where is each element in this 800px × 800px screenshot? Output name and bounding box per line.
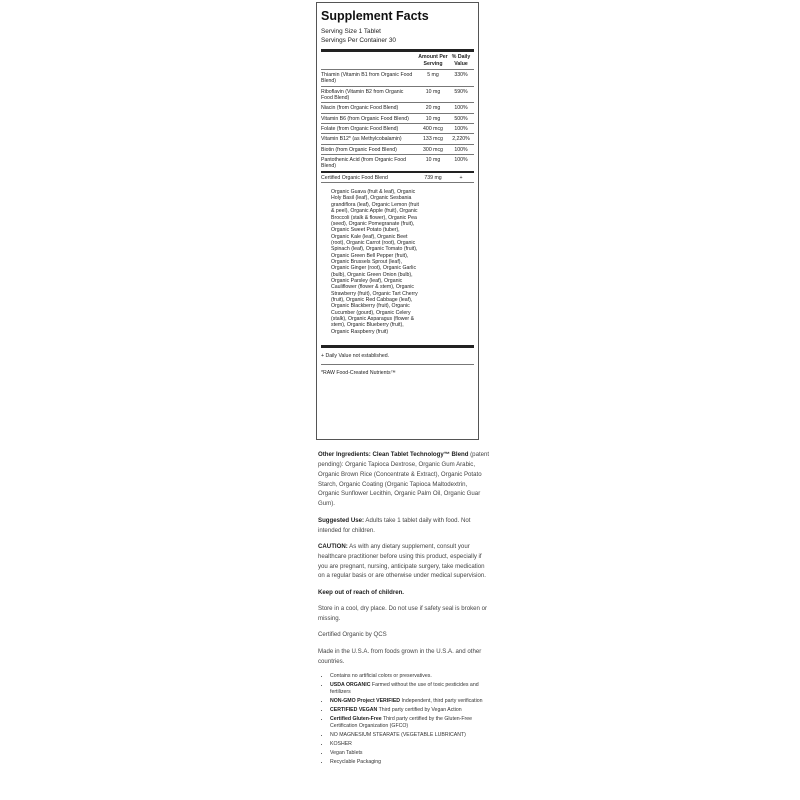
nutrient-row: [321, 134, 474, 144]
blend-row: [321, 173, 474, 183]
nutrient-name: Thiamin (Vitamin B1 from Organic Food Blend): [321, 72, 413, 85]
daily-value-header: % Daily Value: [451, 54, 471, 67]
nutrient-row: [321, 70, 474, 87]
nutrient-name: Folate (from Organic Food Blend): [321, 126, 399, 133]
daily-value-footnote: + Daily Value not established.: [321, 348, 474, 365]
nutrient-row: [321, 155, 474, 171]
blend-ingredients: Organic Guava (fruit & leaf), Organic Holy Basil (leaf), Organic Sesbania grandiflora (leaf), Organic Lemon (fruit & peel), Organic Apple (fruit), Organic Broccoli (stalk & flower), Organic Pea (seed), Organic Pomegranate (fruit), Organic Sweet Potato (tuber), Organic Kale (leaf), Organic Beet (root), Organic Carrot (root), Organic Spinach (leaf), Organic Tomato (fruit), Organic Green Bell Pepper (fruit), Organic Brussels Sprout (leaf), Organic Ginger (root), Organic Garlic (bulb), Organic Green Onion (bulb), Organic Parsley (leaf), Organic Cauliflower (flower & stem), Organic Strawberry (fruit), Organic Tart Cherry (fruit), Organic Red Cabbage (leaf), Organic Blackberry (fruit), Organic Cucumber (gourd), Organic Celery (stalk), Organic Asparagus (flower & stem), Organic Blueberry (fruit), Organic Raspberry (fruit): [331, 189, 419, 335]
origin-note: Made in the U.S.A. from foods grown in the U.S.A. and other countries.: [318, 647, 482, 665]
blend-amount: 739 mg: [424, 174, 442, 181]
nutrient-name: Vitamin B12* (as Methylcobalamin): [321, 136, 402, 143]
serving-size: Serving Size 1 Tablet: [321, 27, 381, 35]
feature-item: • Certified Gluten-Free Third party certified by the Gluten-Free Certification Organization (GFCO): [330, 716, 490, 730]
nutrient-dv: 2,220%: [452, 136, 470, 143]
nutrient-dv: 100%: [454, 146, 468, 153]
nutrient-row: [321, 103, 474, 113]
nutrient-row: [321, 145, 474, 155]
nutrient-amount: 5 mg: [427, 72, 439, 78]
feature-item: • USDA ORGANIC Farmed without the use of toxic pesticides and fertilizers: [330, 682, 490, 696]
facts-column-header: [321, 52, 474, 70]
nutrient-row: [321, 114, 474, 124]
feature-item: • CERTIFIED VEGAN Third party certified by Vegan Action: [330, 707, 490, 714]
supplement-facts-panel: [316, 2, 479, 440]
nutrient-dv: 500%: [454, 115, 468, 122]
nutrient-amount: 10 mg: [425, 115, 441, 122]
facts-title: Supplement Facts: [321, 9, 429, 23]
nutrient-name: Vitamin B6 (from Organic Food Blend): [321, 115, 409, 122]
feature-item: • NO MAGNESIUM STEARATE (VEGETABLE LUBRICANT): [330, 732, 490, 739]
certification-note: Certified Organic by QCS: [318, 631, 387, 639]
feature-item: • Vegan Tablets: [330, 750, 490, 757]
nutrient-row: [321, 87, 474, 104]
feature-item: • Contains no artificial colors or preservatives.: [330, 673, 490, 680]
label-text-section: [318, 450, 490, 768]
nutrient-amount: 10 mg: [425, 157, 441, 164]
keep-out-warning: Keep out of reach of children.: [318, 588, 404, 596]
blend-name: Certified Organic Food Blend: [321, 174, 388, 181]
nutrient-row: [321, 124, 474, 134]
feature-item: • KOSHER: [330, 741, 490, 748]
nutrient-dv: 100%: [454, 157, 468, 164]
feature-item: • NON-GMO Project VERIFIED Independent, third party verification: [330, 698, 490, 705]
nutrient-dv: 330%: [454, 72, 468, 78]
nutrient-amount: 400 mcg: [423, 126, 443, 133]
nutrient-dv: 100%: [454, 126, 468, 133]
nutrient-amount: 133 mcg: [423, 136, 443, 143]
nutrient-amount: 300 mcg: [423, 146, 443, 153]
nutrient-amount: 10 mg: [425, 88, 441, 95]
raw-footnote: *RAW Food-Created Nutrients™: [321, 370, 396, 377]
nutrient-dv: 100%: [454, 105, 468, 112]
storage-instructions: Store in a cool, dry place. Do not use if safety seal is broken or missing.: [318, 605, 488, 623]
amount-per-serving-header: Amount Per Serving: [418, 54, 448, 67]
nutrient-name: Biotin (from Organic Food Blend): [321, 146, 397, 153]
nutrient-dv: 590%: [454, 88, 468, 95]
other-ingredients: Other Ingredients: Clean Tablet Technology™ Blend (patent pending): Organic Tapioca Dextrose, Organic Gum Arabic, Organic Brown Rice (Concentrate & Extract), Organic Potato Starch, Organic Coating (Organic Tapioca Maltodextrin, Organic Sunflower Lecithin, Organic Palm Oil, Organic Guar Gum).: [318, 451, 490, 508]
servings-per-container: Servings Per Container 30: [321, 37, 396, 45]
nutrient-name: Riboflavin (Vitamin B2 from Organic Food Blend): [321, 88, 404, 102]
feature-item: • Recyclable Packaging: [330, 759, 490, 766]
suggested-use: Suggested Use: Adults take 1 tablet daily with food. Not intended for children.: [318, 516, 471, 534]
nutrient-amount: 20 mg: [425, 105, 441, 112]
caution: CAUTION: As with any dietary supplement, consult your healthcare practitioner before using this product, especially if you are pregnant, nursing, anticipate surgery, take medication on a regular basis or are otherwise under medical supervision.: [318, 542, 487, 580]
nutrient-name: Niacin (from Organic Food Blend): [321, 105, 399, 112]
feature-list: [318, 673, 490, 766]
nutrient-name: Pantothenic Acid (from Organic Food Blend): [321, 157, 407, 170]
blend-dv: +: [459, 174, 463, 181]
